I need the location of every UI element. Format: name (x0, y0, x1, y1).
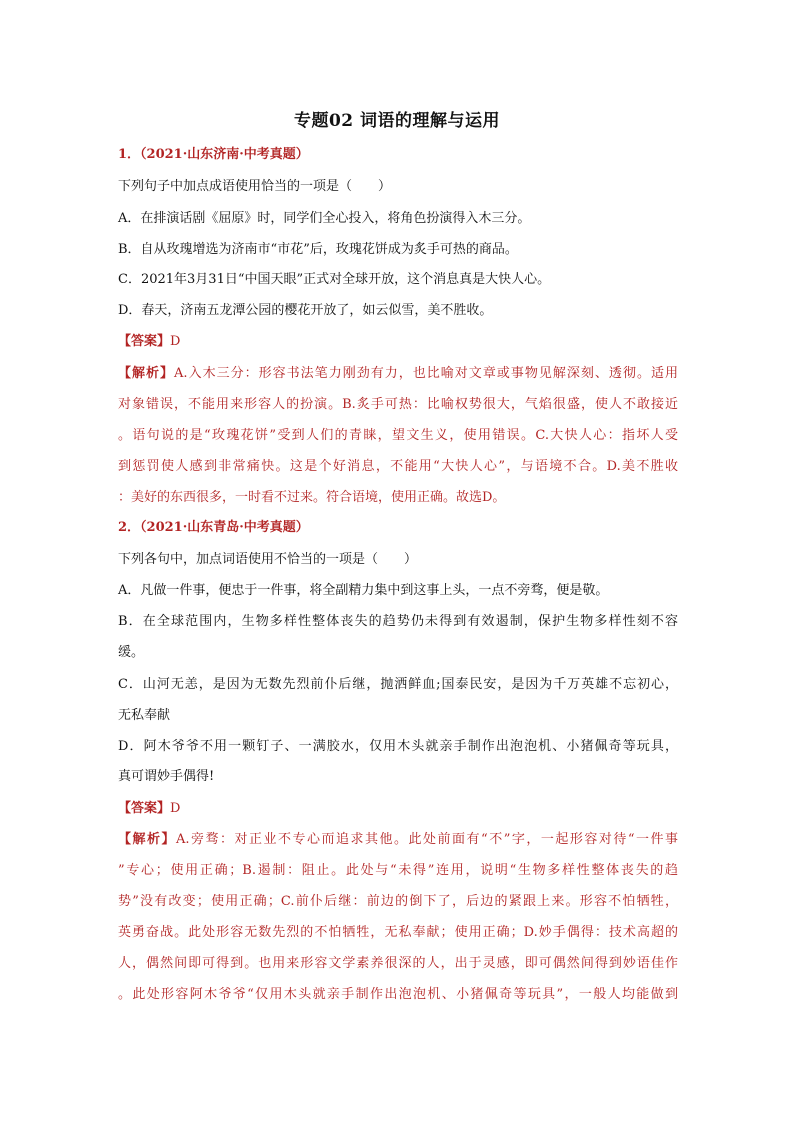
answer-value: D (170, 801, 181, 816)
question-1-stem: 下列句子中加点成语使用恰当的一项是（ ） (118, 179, 392, 194)
question-2-option-c-cont: 无私奉献 (118, 708, 171, 723)
question-2-analysis-line-4: 英勇奋战。此处形容无数先烈的不怕牺牲，无私奉献；使用正确；D.妙手偶得：技术高超的 (118, 925, 678, 940)
question-2-analysis-line-1 (118, 830, 678, 850)
question-2-option-c: C．山河无恙，是因为无数先烈前仆后继，抛洒鲜血;国泰民安，是因为千万英雄不忘初心， (118, 677, 678, 692)
question-2-option-b-cont: 缓。 (118, 645, 145, 660)
answer-tag: 【答案】 (118, 334, 171, 349)
analysis-text: A.入木三分：形容书法笔力刚劲有力，也比喻对文章或事物见解深刻、透彻。适用 (174, 366, 678, 381)
question-2-analysis-line-3: 势”没有改变；使用正确；C.前仆后继：前边的倒下了，后边的紧跟上来。形容不怕牺牲， (118, 894, 678, 909)
question-1-analysis-line-1 (118, 364, 678, 384)
question-1-option-b: B．自从玫瑰增选为济南市“市花”后，玫瑰花饼成为炙手可热的商品。 (118, 242, 518, 257)
question-2-analysis-line-5: 人，偶然间即可得到。也用来形容文学素养很深的人，出于灵感，即可偶然间得到妙语佳作 (118, 956, 678, 971)
question-1-option-a: A．在排演话剧《屈原》时，同学们全心投入，将角色扮演得入木三分。 (118, 211, 531, 226)
question-1-analysis-line-5: ：美好的东西很多，一时看不过来。符合语境，使用正确。故选D。 (118, 490, 506, 505)
question-1-option-d: D．春天，济南五龙潭公园的樱花开放了，如云似雪，美不胜收。 (118, 303, 493, 318)
page-title: 专题02 词语的理解与运用 (293, 111, 501, 131)
answer-tag: 【答案】 (118, 801, 171, 816)
question-1-answer (118, 332, 678, 352)
question-2-option-b: B．在全球范围内，生物多样性整体丧失的趋势仍未得到有效遏制，保护生物多样性刻不容 (118, 614, 678, 629)
question-2-heading: 2．（2021·山东青岛·中考真题） (118, 520, 309, 535)
question-2-option-d: D．阿木爷爷不用一颗钉子、一满胶水，仅用木头就亲手制作出泡泡机、小猪佩奇等玩具， (118, 739, 678, 754)
question-2-analysis-line-6: 。此处形容阿木爷爷“仅用木头就亲手制作出泡泡机、小猪佩奇等玩具”，一般人均能做到 (118, 987, 678, 1002)
question-1-analysis-line-4: 到惩罚使人感到非常痛快。这是个好消息，不能用“大快人心”，与语境不合。D.美不胜收 (118, 459, 678, 474)
question-1-analysis-line-2: 对象错误，不能用来形容人的扮演。B.炙手可热：比喻权势很大，气焰很盛，使人不敢接近 (118, 397, 678, 412)
question-1-option-c: C．2021年3月31日“中国天眼”正式对全球开放，这个消息真是大快人心。 (118, 272, 551, 287)
analysis-tag: 【解析】 (118, 366, 175, 381)
question-2-answer (118, 799, 678, 819)
question-2-analysis-line-2: ”专心；使用正确；B.遏制：阻止。此处与“未得”连用，说明“生物多样性整体丧失的趋 (118, 863, 678, 878)
analysis-tag: 【解析】 (118, 832, 177, 847)
analysis-text: A.旁骛：对正业不专心而追求其他。此处前面有“不”字，一起形容对待“一件事 (176, 832, 678, 847)
question-2-option-a: A．凡做一件事，便忠于一件事，将全副精力集中到这事上头，一点不旁骛，便是敬。 (118, 583, 609, 598)
question-1-heading: 1．（2021·山东济南·中考真题） (118, 147, 309, 162)
question-1-analysis-line-3: 。语句说的是“玫瑰花饼”受到人们的青睐，望文生义，使用错误。C.大快人心：指坏人受 (118, 428, 678, 443)
question-2-stem: 下列各句中，加点词语使用不恰当的一项是（ ） (118, 552, 418, 567)
answer-value: D (170, 334, 181, 349)
question-2-option-d-cont: 真可谓妙手偶得! (118, 769, 215, 784)
